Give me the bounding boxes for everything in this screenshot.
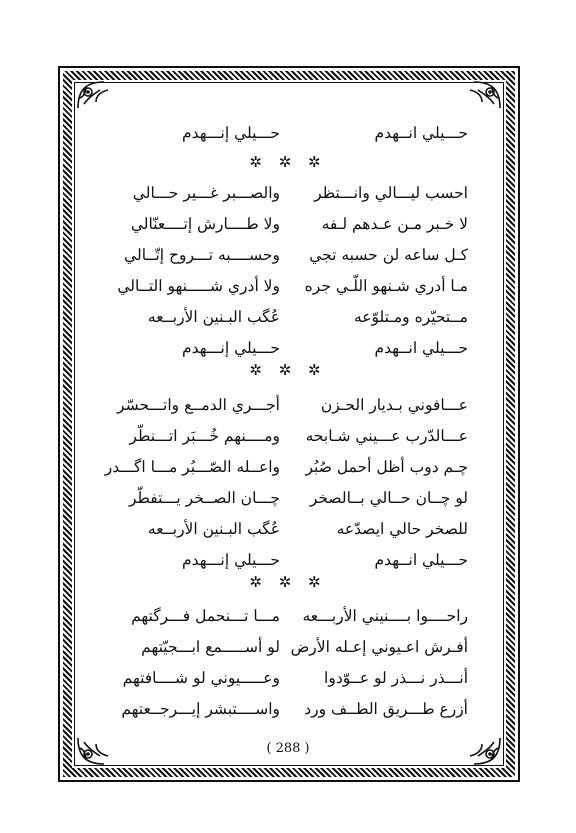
verse-line	[100, 209, 476, 239]
verse-left: مـــا تـــنحمل فـــرگتهم	[131, 607, 280, 625]
stanza-divider-ornament: ✲ ✲ ✲	[249, 573, 327, 591]
verse-left: حـــيلي إنـــهدم	[182, 551, 280, 569]
verse-right: عـــالدّرب عـــيني شـابحه	[305, 427, 468, 445]
refrain-line	[100, 118, 476, 148]
poem-body	[100, 112, 476, 718]
verse-right: لو چــان حــالي بــالصخر	[309, 489, 468, 507]
verse-line	[100, 632, 476, 662]
verse-left: حـــيلي إنـــهدم	[182, 339, 280, 357]
verse-left: عُگب البـنين الأربــعه	[147, 520, 280, 538]
verse-right: للصخر حالي ايصدّعه	[336, 520, 468, 538]
verse-line	[100, 601, 476, 631]
verse-right: راحــــوا بــــنيني الأربـــعه	[302, 607, 468, 625]
verse-right: أنـــذر نـــذر لو عــوّدوا	[324, 669, 468, 687]
verse-left: أجـــري الدمــع واتـــحسّر	[117, 396, 280, 414]
verse-right: أفـرش اعـيوني إعـله الأرض	[290, 638, 468, 656]
verse-line	[100, 421, 476, 451]
verse-line	[100, 663, 476, 693]
verse-line	[100, 240, 476, 270]
corner-ornament-icon	[464, 78, 504, 112]
corner-ornament-icon	[74, 78, 114, 112]
verse-line	[100, 452, 476, 482]
verse-line	[100, 694, 476, 724]
verse-right: حـــيلي انــهدم	[374, 124, 468, 142]
verse-left: وحســــبه تـــروح إتّــالي	[124, 246, 280, 264]
verse-line	[100, 178, 476, 208]
page-number: ( 288 )	[266, 741, 310, 756]
refrain-line	[100, 333, 476, 363]
verse-left: ولا طــــارش إتــــعنّالي	[130, 215, 280, 233]
verse-line	[100, 514, 476, 544]
verse-line	[100, 302, 476, 332]
verse-right: حـــيلي انــهدم	[374, 339, 468, 357]
stanza-divider-ornament: ✲ ✲ ✲	[249, 153, 327, 171]
verse-left: عُگب البـنين الأربــعه	[147, 308, 280, 326]
verse-right: لا خـبر مـن عـدهم لـفه	[321, 215, 468, 233]
verse-left: والصـــبر غـــير حـــالي	[132, 184, 280, 202]
verse-left: لو أســـــمع ابـــجيّتهم	[141, 638, 280, 656]
verse-line	[100, 271, 476, 301]
verse-left: واســــتبشر إيـــرجــعتهم	[121, 700, 280, 718]
verse-right: أزرع طـــريق الطــف ورد	[304, 700, 468, 718]
verse-left: ولا أدري شـــــنهو التــالي	[117, 277, 280, 295]
refrain-line	[100, 545, 476, 575]
verse-line	[100, 390, 476, 420]
verse-left: چـــان الصــخر يـــتفطّر	[129, 489, 280, 507]
verse-right: حـــيلي انــهدم	[374, 551, 468, 569]
verse-line	[100, 483, 476, 513]
verse-right: كـل ساعه لن حسبه تجي	[309, 246, 468, 264]
stanza-divider-ornament: ✲ ✲ ✲	[249, 361, 327, 379]
verse-right: احسب ليـــالي وانـــتظر	[314, 184, 468, 202]
verse-right: عـــافوني بـديار الحـزن	[320, 396, 468, 414]
verse-left: واعــله الصّـــبُر مـــا اگـــدر	[104, 458, 280, 476]
verse-right: چـم دوب أظل أحمل صُبُر	[305, 458, 468, 476]
verse-right: مـا أدري شـنهو اللّـي جره	[304, 277, 468, 295]
verse-left: حـــيلي إنـــهدم	[182, 124, 280, 142]
verse-right: مــتحيّره ومـتلوّعه	[353, 308, 468, 326]
verse-left: وعـــــيوني لو شــــافتهم	[122, 669, 280, 687]
verse-left: ومــــنهم خُـــبَر اتـــنطّر	[129, 427, 280, 445]
